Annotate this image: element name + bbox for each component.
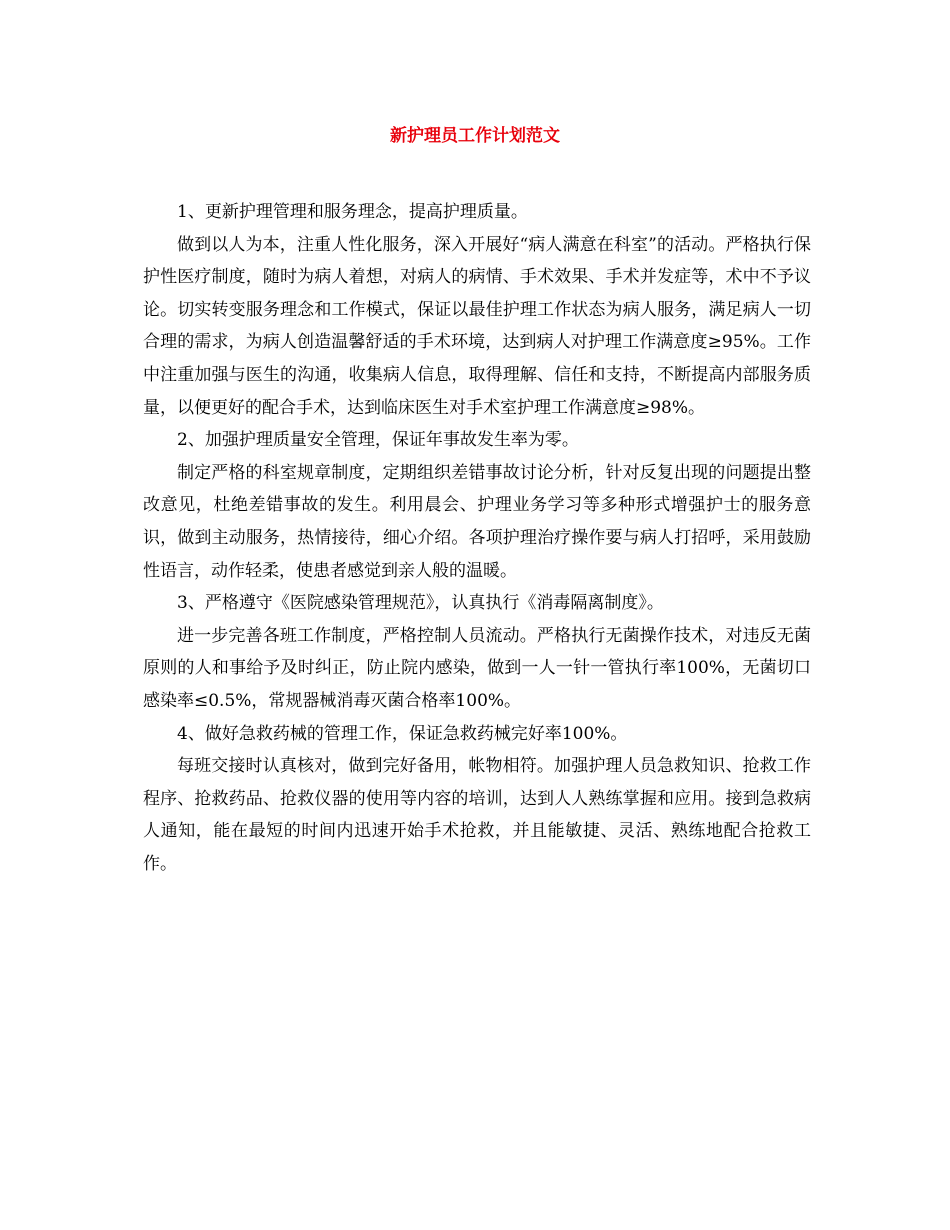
section-heading-4: 4、做好急救药械的管理工作，保证急救药械完好率100%。 bbox=[177, 723, 628, 744]
section-heading-1: 1、更新护理管理和服务理念，提高护理质量。 bbox=[177, 202, 528, 222]
paragraph-1: 做到以人为本，注重人性化服务，深入开展好“病人满意在科室”的活动。严格执行保护性医疗制度，随时为病人着想，对病人的病情、手术效果、手术并发症等，术中不予议论。切实转变服务理念和工作模式，保证以最佳护理工作状态为病人服务，满足病人一切合理的需求，为病人创造温馨舒适的手术环境，达到病人对护理工作满意度≥95%。工作中注重加强与医生的沟通，收集病人信息，取得理解、信任和支持，不断提高内部服务质量，以便更好的配合手术，达到临床医生对手术室护理工作满意度≥98%。 bbox=[143, 234, 811, 418]
document-body bbox=[143, 196, 811, 880]
paragraph-4: 每班交接时认真核对，做到完好备用，帐物相符。加强护理人员急救知识、抢救工作程序、抢救药品、抢救仪器的使用等内容的培训，达到人人熟练掌握和应用。接到急救病人通知，能在最短的时间内迅速开始手术抢救，并且能敏捷、灵活、熟练地配合抢救工作。 bbox=[143, 756, 811, 874]
paragraph-3: 进一步完善各班工作制度，严格控制人员流动。严格执行无菌操作技术，对违反无菌原则的人和事给予及时纠正，防止院内感染，做到一人一针一管执行率100%，无菌切口感染率≤0.5%，常规器械消毒灭菌合格率100%。 bbox=[143, 625, 811, 711]
section-heading-2: 2、加强护理质量安全管理，保证年事故发生率为零。 bbox=[177, 430, 579, 451]
document-title: 新护理员工作计划范文 bbox=[390, 126, 560, 146]
section-heading-3: 3、严格遵守《医院感染管理规范》，认真执行《消毒隔离制度》。 bbox=[177, 593, 664, 614]
paragraph-2: 制定严格的科室规章制度，定期组织差错事故讨论分析，针对反复出现的问题提出整改意见，杜绝差错事故的发生。利用晨会、护理业务学习等多种形式增强护士的服务意识，做到主动服务，热情接待，细心介绍。各项护理治疗操作要与病人打招呼，采用鼓励性语言，动作轻柔，使患者感觉到亲人般的温暖。 bbox=[143, 462, 811, 581]
